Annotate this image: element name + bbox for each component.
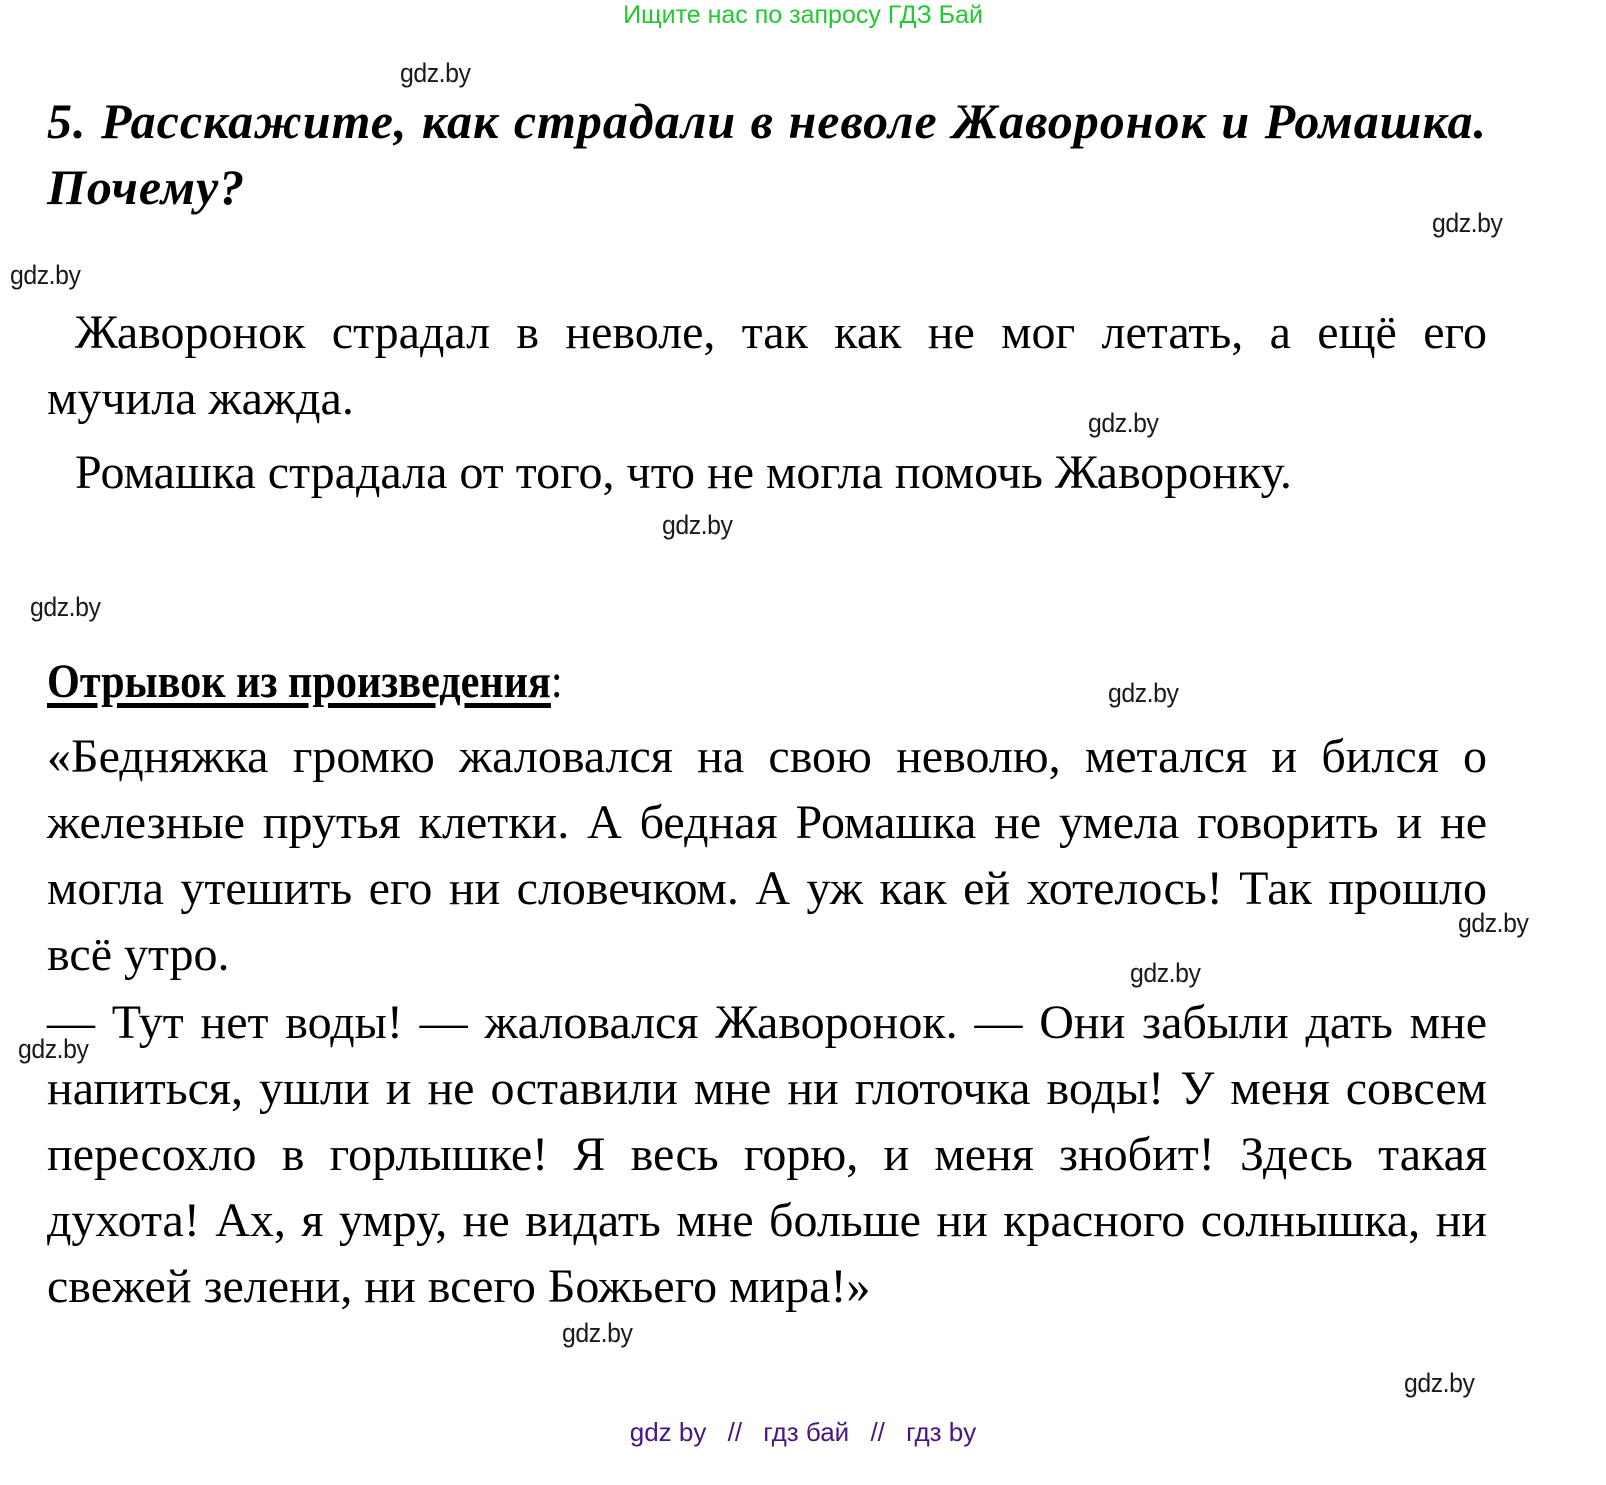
question-number: 5. [47,93,87,149]
excerpt-heading-colon: : [550,655,563,708]
footer-link-gdz-by-cyr[interactable]: гдз by [906,1417,977,1447]
watermark: gdz.by [1458,908,1529,938]
watermark: gdz.by [30,592,101,622]
answer-paragraph-1 [47,300,1487,432]
answer-paragraph-2 [47,440,1487,506]
watermark: gdz.by [1404,1368,1475,1398]
search-promo-banner: Ищите нас по запросу ГДЗ Бай [623,1,983,29]
footer-links [0,1416,1606,1448]
footer-link-gdz-bai[interactable]: гдз бай [763,1417,850,1447]
watermark: gdz.by [562,1318,633,1348]
footer-separator: // [870,1417,885,1447]
question-heading [47,88,1487,220]
footer-link-gdz-by[interactable]: gdz by [629,1417,707,1447]
excerpt-heading-text: Отрывок из произведения [47,655,551,708]
question-text: Расскажите, как страдали в неволе Жаворонок и Ромашка. Почему? [47,93,1487,215]
excerpt-paragraph-1: «Бедняжка громко жаловался на свою неволю, метался и бился о железные прутья клетки. А бедная Ромашка не умела говорить и не могла утешить его ни словечком. А уж как ей хотелось! Так прошло всё утро. [47,730,1487,981]
answer-text: Жаворонок страдал в неволе, так как не мог летать, а ещё его мучила жажда. [47,306,1487,425]
watermark: gdz.by [1088,408,1159,438]
watermark: gdz.by [400,58,471,88]
answer-text: Ромашка страдала от того, что не могла помочь Жаворонку. [75,446,1292,499]
watermark: gdz.by [18,1034,89,1064]
excerpt-quote [47,724,1487,1320]
excerpt-paragraph-2: — Тут нет воды! — жаловался Жаворонок. — Они забыли дать мне напиться, ушли и не оставили мне ни глоточка воды! У меня совсем пересохло в горлышке! Я весь горю, и меня знобит! Здесь такая духота! Ах, я умру, не видать мне больше ни красного солнышка, ни свежей зелени, ни всего Божьего мира!» [47,996,1487,1313]
watermark: gdz.by [1432,208,1503,238]
watermark: gdz.by [662,510,733,540]
footer-separator: // [727,1417,743,1447]
watermark: gdz.by [1130,958,1201,988]
watermark: gdz.by [1108,678,1179,708]
watermark: gdz.by [10,260,81,290]
